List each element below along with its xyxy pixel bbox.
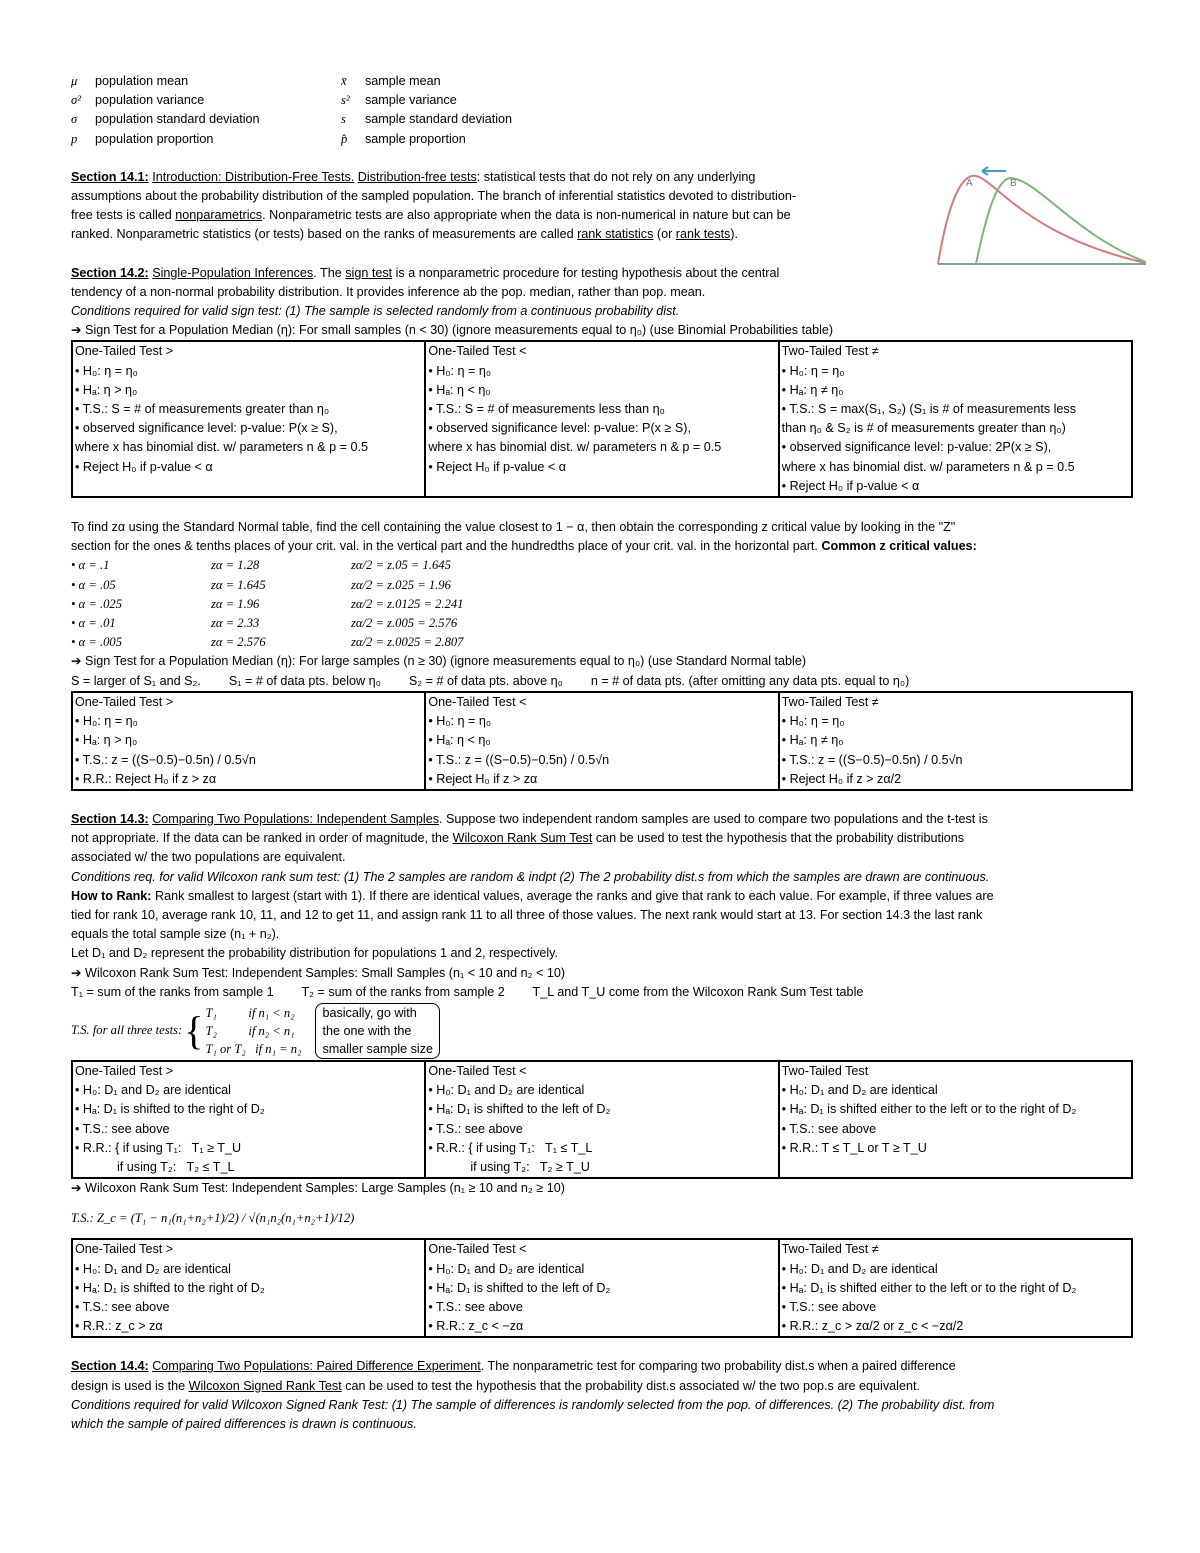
table-line: • H₀: D₁ and D₂ are identical xyxy=(428,1083,585,1098)
table-line: • T.S.: S = max(S₁, S₂) (S₁ is # of measurements less xyxy=(781,402,1077,417)
z-critical-values xyxy=(71,556,1131,652)
test-column xyxy=(425,341,778,497)
table-line: • Hₐ: η ≠ η₀ xyxy=(781,733,844,748)
ts-selection: T.S. for all three tests: { T₁ if n₁ < n₂ T₂ if n₂ < n₁ T₁ or T₂ if n₁ = n₂ basically, go with the one with the smaller sample size xyxy=(71,1002,1131,1060)
table-line: • T.S.: see above xyxy=(428,1299,523,1314)
table-line: • H₀: η = η₀ xyxy=(428,714,492,729)
table-line: One-Tailed Test < xyxy=(428,1242,527,1257)
z-value-cell: zα/2 = z.0125 = 2.241 xyxy=(351,596,464,611)
test-column xyxy=(72,692,425,790)
table-line: • Hₐ: D₁ is shifted either to the left or to the right of D₂ xyxy=(781,1280,1077,1295)
table-line: One-Tailed Test > xyxy=(75,344,174,359)
table-line: One-Tailed Test > xyxy=(75,1063,174,1078)
section-14-4: Section 14.4: Comparing Two Populations: Paired Difference Experiment. The nonparametric test for comparing two probability dist.s when a paired difference design is used is the Wilcoxon Signed Rank Test can be used to test the hypothesis that the probability dist.s associated w/ the two pop.s are equivalent. Conditions required for valid Wilcoxon Signed Rank Test: (1) The sample of differences is randomly selected from the pop. of differences. (2) The probability dist. from which the sample of paired differences is drawn is continuous. xyxy=(71,1359,995,1431)
table-line: One-Tailed Test < xyxy=(428,694,527,709)
z-value-cell: zα = 2.576 xyxy=(211,635,266,650)
table-line: • Reject H₀ if p-value < α xyxy=(781,478,920,493)
table-line: Two-Tailed Test ≠ xyxy=(781,344,879,359)
table-line: • Hₐ: η < η₀ xyxy=(428,733,491,748)
table-line: • Hₐ: D₁ is shifted either to the left or to the right of D₂ xyxy=(781,1102,1077,1117)
document-page xyxy=(71,72,1131,1434)
table-line: • H₀: D₁ and D₂ are identical xyxy=(75,1083,231,1098)
symbol-entry: μ population mean xyxy=(71,74,189,88)
table-line: • H₀: η = η₀ xyxy=(781,714,845,729)
section-14-3: Section 14.3: Comparing Two Populations: Independent Samples. Suppose two independent random samples are used to compare two populations and the t-test is not appropriate. If the data can be ranked in order of magnitude, the Wilcoxon Rank Sum Test can be used to test the hypothesis that the probability distributions associated w/ the two populations are equivalent. Conditions req. for valid Wilcoxon rank sum test: (1) The 2 samples are random & indpt (2) The 2 probability dist.s from which the samples are drawn are continuous. How to Rank: Rank smallest to largest (start with 1). If there are identical values, average the ranks and give that rank to each value. For example, if three values are tied for rank 10, average rank 10, 11, and 12 to get 11, and assign rank 11 to all three of those values. The next rank would start at 13. For section 14.3 the last rank equals the total sample size (n₁ + n₂). Let D₁ and D₂ represent the probability distribution for populations 1 and 2, respectively. ➔ Wilcoxon Rank Sum Test: Independent Samples: Small Samples (n₁ < 10 and n₂ < 10) T₁ = sum of the ranks from sample 1 T₂ = sum of the ranks from sample 2 T_L and T_U come from the Wilcoxon Rank Sum Test table T.S. for all three tests: { T₁ if n₁ < n₂ T₂ if n₂ < n₁ T₁ or T₂ if n₁ = n₂ basically, go with the one with the smaller sample size One-Tailed Test > • H₀: D₁ and D₂ are identical • Hₐ: D₁ is shifted to the right of D₂ • T.S.: see above • R.R.: { if using T₁: T₁ ≥ T_U if using T₂: T₂ ≤ T_L One-Tailed Test < • H₀: D₁ and D₂ are identical • Hₐ: D₁ is shifted to the left of D₂ • T.S.: see above • R.R.: { if using T₁: T₁ ≤ T_L if using T₂: T₂ ≥ T_U Two-Tailed Test • H₀: D₁ and D₂ are identical • Hₐ: D₁ is shifted either to the left or to the right of D₂ • T.S.: see above • R.R.: T ≤ T_L or T ≥ T_U ➔ Wilcoxon Rank Sum Test: Independent Samples: Large Samples (n₁ ≥ 10 and n₂ ≥ 10) T.S.: Z_c = (T₁ − n₁(n₁+n₂+1)/2) / √(n₁n₂(n₁+n₂+1)/12) One-Tailed Test > • H₀: D₁ and D₂ are identical • Hₐ: D₁ is shifted to the right of D₂ • T.S.: see above • R.R.: z_c > zα One-Tailed Test < • H₀: D₁ and D₂ are identical • Hₐ: D₁ is shifted to the left of D₂ • T.S.: see above • R.R.: z_c < −zα Two-Tailed Test ≠ • H₀: D₁ and D₂ are identical • Hₐ: D₁ is shifted either to the left or to the right of D₂ • T.S.: see above • R.R.: z_c > zα/2 or z_c < −zα/2 xyxy=(71,810,1131,1338)
table-line: • R.R.: z_c < −zα xyxy=(428,1319,524,1334)
table-line: • T.S.: z = ((S−0.5)−0.5n) / 0.5√n xyxy=(781,752,963,767)
ts-note-line: basically, go with xyxy=(322,1005,417,1020)
ts-case: T₂ if n₂ < n₁ xyxy=(205,1023,295,1038)
table-line: • Reject H₀ if p-value < α xyxy=(428,459,566,474)
table-line: • R.R.: z_c > zα/2 or z_c < −zα/2 xyxy=(781,1319,964,1334)
symbol-entry: x̄ sample mean xyxy=(341,74,441,88)
z-value-cell: • α = .025 xyxy=(71,596,123,611)
large-ts-formula: T.S.: Z_c = (T₁ − n₁(n₁+n₂+1)/2) / √(n₁n₂(n₁+n₂+1)/12) xyxy=(71,1210,355,1225)
z-value-cell: • α = .1 xyxy=(71,558,110,573)
table-line: if using T₂: T₂ ≤ T_L xyxy=(75,1159,235,1174)
table-line: One-Tailed Test < xyxy=(428,344,527,359)
table-line: • T.S.: see above xyxy=(781,1299,877,1314)
table-line: • H₀: η = η₀ xyxy=(428,363,492,378)
table-line: • H₀: η = η₀ xyxy=(781,363,845,378)
table-line: • R.R.: { if using T₁: T₁ ≥ T_U xyxy=(75,1140,242,1155)
table-line: • Hₐ: D₁ is shifted to the right of D₂ xyxy=(75,1280,265,1295)
symbol-entry: σ² population variance xyxy=(71,93,205,108)
test-column xyxy=(425,1239,778,1337)
sign-test-small-table xyxy=(71,340,1133,498)
table-line: • observed significance level: p-value: 2P(x ≥ S), xyxy=(781,440,1052,455)
table-line: • T.S.: see above xyxy=(781,1121,877,1136)
test-column xyxy=(779,341,1132,497)
symbol-entry: p̂ sample proportion xyxy=(341,131,466,146)
curve-label-a: A xyxy=(966,178,973,189)
table-line: Two-Tailed Test ≠ xyxy=(781,1242,879,1257)
table-line: • H₀: D₁ and D₂ are identical xyxy=(781,1083,938,1098)
symbol-entry: σ population standard deviation xyxy=(71,112,260,127)
table-line: • H₀: D₁ and D₂ are identical xyxy=(781,1261,938,1276)
table-line: • T.S.: z = ((S−0.5)−0.5n) / 0.5√n xyxy=(428,752,610,767)
test-column xyxy=(72,1061,425,1178)
table-line: • Hₐ: η ≠ η₀ xyxy=(781,382,844,397)
table-line: One-Tailed Test > xyxy=(75,1242,174,1257)
table-line: • observed significance level: p-value: P(x ≥ S), xyxy=(428,421,691,436)
symbol-entry: s sample standard deviation xyxy=(341,112,513,127)
symbol-entry: p population proportion xyxy=(71,131,214,146)
z-value-cell: zα = 1.645 xyxy=(211,577,266,592)
table-line: • observed significance level: p-value: P(x ≥ S), xyxy=(75,421,338,436)
z-value-cell: • α = .01 xyxy=(71,616,116,631)
symbol-entry: s² sample variance xyxy=(341,93,457,108)
z-value-cell: zα = 1.96 xyxy=(211,596,260,611)
table-line: • H₀: D₁ and D₂ are identical xyxy=(428,1261,585,1276)
sign-test-large-table xyxy=(71,691,1133,791)
z-value-cell: zα/2 = z.005 = 2.576 xyxy=(351,616,458,631)
table-line: • Hₐ: D₁ is shifted to the left of D₂ xyxy=(428,1280,611,1295)
table-line: where x has binomial dist. w/ parameters n & p = 0.5 xyxy=(75,440,368,455)
table-line: • H₀: η = η₀ xyxy=(75,714,138,729)
z-value-cell: • α = .05 xyxy=(71,577,116,592)
z-value-cell: zα = 2.33 xyxy=(211,616,260,631)
table-line: • H₀: η = η₀ xyxy=(75,363,138,378)
z-value-cell: zα/2 = z.025 = 1.96 xyxy=(351,577,451,592)
table-line: • R.R.: Reject H₀ if z > zα xyxy=(75,771,217,786)
z-value-row xyxy=(71,556,1131,575)
table-line: • Hₐ: η < η₀ xyxy=(428,382,491,397)
table-line: One-Tailed Test < xyxy=(428,1063,527,1078)
table-line: • T.S.: see above xyxy=(428,1121,523,1136)
table-line: • Reject H₀ if p-value < α xyxy=(75,459,213,474)
table-line: than η₀ & S₂ is # of measurements greater than η₀) xyxy=(781,421,1066,436)
ts-case: T₁ if n₁ < n₂ xyxy=(205,1005,295,1020)
test-column xyxy=(779,692,1132,790)
table-line: • Reject H₀ if z > zα/2 xyxy=(781,771,902,786)
table-line: • R.R.: { if using T₁: T₁ ≤ T_L xyxy=(428,1140,593,1155)
table-line: • H₀: D₁ and D₂ are identical xyxy=(75,1261,231,1276)
rank-sum-large-table xyxy=(71,1238,1133,1338)
curve-label-b: B xyxy=(1010,178,1017,189)
table-line: where x has binomial dist. w/ parameters n & p = 0.5 xyxy=(781,459,1075,474)
table-line: • R.R.: T ≤ T_L or T ≥ T_U xyxy=(781,1140,927,1155)
test-column xyxy=(425,1061,778,1178)
table-line: One-Tailed Test > xyxy=(75,694,174,709)
symbol-legend xyxy=(71,72,1131,149)
table-line: • T.S.: see above xyxy=(75,1121,170,1136)
z-value-cell: zα/2 = z.0025 = 2.807 xyxy=(351,635,464,650)
z-value-cell: zα/2 = z.05 = 1.645 xyxy=(351,558,451,573)
table-line: if using T₂: T₂ ≥ T_U xyxy=(428,1159,590,1174)
z-value-cell: • α = .005 xyxy=(71,635,123,650)
table-line: • T.S.: see above xyxy=(75,1299,170,1314)
test-column xyxy=(72,341,425,497)
table-line: where x has binomial dist. w/ parameters n & p = 0.5 xyxy=(428,440,722,455)
z-value-row xyxy=(71,595,1131,614)
table-line: • T.S.: S = # of measurements greater than η₀ xyxy=(75,402,330,417)
test-column xyxy=(425,692,778,790)
test-column xyxy=(72,1239,425,1337)
table-line: • Hₐ: D₁ is shifted to the right of D₂ xyxy=(75,1102,265,1117)
z-value-cell: zα = 1.28 xyxy=(211,558,260,573)
z-value-row xyxy=(71,576,1131,595)
table-line: • T.S.: z = ((S−0.5)−0.5n) / 0.5√n xyxy=(75,752,256,767)
section-14-1: Section 14.1: Introduction: Distribution-Free Tests. Distribution-free tests: statistical tests that do not rely on any underlying assumptions about the probability distribution of the sampled population. The branch of inferential statistics devoted to distribution- free tests is called nonparametrics. Nonparametric tests are also appropriate when the data is non-numerical in nature but can be ranked. Nonparametric statistics (or tests) based on the ranks of measurements are called rank statistics (or rank tests). xyxy=(71,169,797,242)
table-line: • T.S.: S = # of measurements less than η₀ xyxy=(428,402,665,417)
table-line: • R.R.: z_c > zα xyxy=(75,1319,163,1334)
z-value-row xyxy=(71,633,1131,652)
ts-case: T₁ or T₂ if n₁ = n₂ xyxy=(205,1041,302,1056)
test-column xyxy=(779,1239,1132,1337)
table-line: • Hₐ: D₁ is shifted to the left of D₂ xyxy=(428,1102,611,1117)
ts-note-line: smaller sample size xyxy=(322,1041,434,1056)
table-line: Two-Tailed Test xyxy=(781,1063,869,1078)
table-line: • Reject H₀ if z > zα xyxy=(428,771,538,786)
ts-note-line: the one with the xyxy=(322,1023,412,1038)
table-line: • Hₐ: η > η₀ xyxy=(75,382,138,397)
table-line: Two-Tailed Test ≠ xyxy=(781,694,879,709)
table-line: • Hₐ: η > η₀ xyxy=(75,733,138,748)
z-value-row xyxy=(71,614,1131,633)
test-column xyxy=(779,1061,1132,1178)
rank-sum-small-table xyxy=(71,1060,1133,1179)
section-14-2: Section 14.2: Single-Population Inferences. The sign test is a nonparametric procedure for testing hypothesis about the central tendency of a non-normal probability distribution. It provides inference ab the pop. median, rather than pop. mean. Conditions required for valid sign test: (1) The sample is selected randomly from a continuous probability dist. ➔ Sign Test for a Population Median (η): For small samples (n < 30) (ignore measurements equal to η₀) (use Binomial Probabilities table) One-Tailed Test > • H₀: η = η₀ • Hₐ: η > η₀ • T.S.: S = # of measurements greater than η₀ • observed significance level: p-value: P(x ≥ S), where x has binomial dist. w/ parameters n & p = 0.5 • Reject H₀ if p-value < α One-Tailed Test < • H₀: η = η₀ • Hₐ: η < η₀ • T.S.: S = # of measurements less than η₀ • observed significance level: p-value: P(x ≥ S), where x has binomial dist. w/ parameters n & p = 0.5 • Reject H₀ if p-value < α Two-Tailed Test ≠ • H₀: η = η₀ • Hₐ: η ≠ η₀ • T.S.: S = max(S₁, S₂) (S₁ is # of measurements less than η₀ & S₂ is # of measurements greater than η₀) • observed significance level: p-value: 2P(x ≥ S), where x has binomial dist. w/ parameters n & p = 0.5 • Reject H₀ if p-value < α To find zα using the Standard Normal table, find the cell containing the value closest to 1 − α, then obtain the corresponding z critical value by looking in the "Z" section for the ones & tenths places of your crit. val. in the vertical part and the hundredths place of your crit. val. in the horizontal part. Common z critical values: • α = .1 zα = 1.28 zα/2 = z.05 = 1.645 • α = .05 zα = 1.645 zα/2 = z.025 = 1.96 • α = .025 zα = 1.96 zα/2 = z.0125 = 2.241 • α = .01 zα = 2.33 zα/2 = z.005 = 2.576 • α = .005 zα = 2.576 zα/2 = z.0025 = 2.807 ➔ Sign Test for a Population Median (η): For large samples (n ≥ 30) (ignore measurements equal to η₀) (use Standard Normal table) S = larger of S₁ and S₂. S₁ = # of data pts. below η₀ S₂ = # of data pts. above η₀ n = # of data pts. (after omitting any data pts. equal to η₀) One-Tailed Test > • H₀: η = η₀ • Hₐ: η > η₀ • T.S.: z = ((S−0.5)−0.5n) / 0.5√n • R.R.: Reject H₀ if z > zα One-Tailed Test < • H₀: η = η₀ • Hₐ: η < η₀ • T.S.: z = ((S−0.5)−0.5n) / 0.5√n • Reject H₀ if z > zα Two-Tailed Test ≠ • H₀: η = η₀ • Hₐ: η ≠ η₀ • T.S.: z = ((S−0.5)−0.5n) / 0.5√n • Reject H₀ if z > zα/2 xyxy=(71,264,1131,791)
